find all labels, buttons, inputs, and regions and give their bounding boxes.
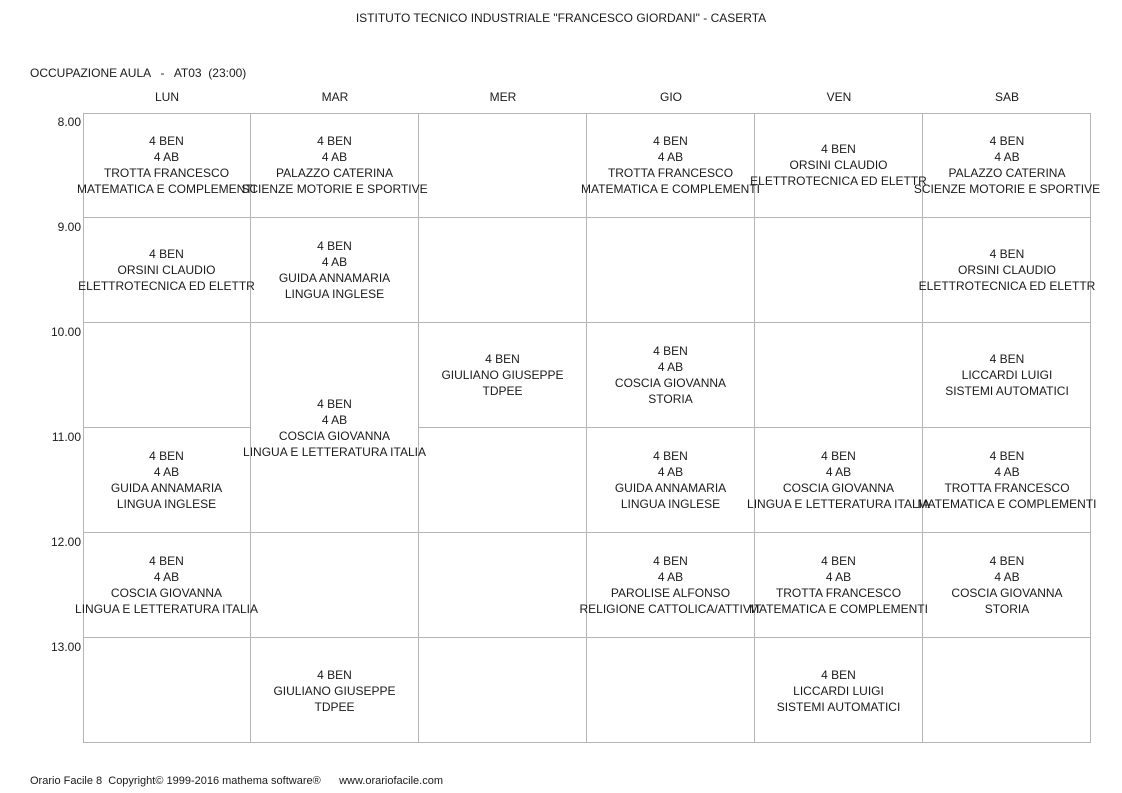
lesson-detail: GIULIANO GIUSEPPE [441, 368, 564, 382]
lesson-cell [750, 113, 927, 218]
empty-cell [587, 218, 755, 323]
lesson-detail: 4 AB [153, 465, 180, 479]
lesson-subject: LINGUA INGLESE [620, 497, 721, 511]
lesson-cell [749, 533, 928, 638]
lesson-class: 4 BEN [989, 247, 1025, 261]
lesson-class: 4 BEN [317, 239, 352, 253]
lesson-subject: MATEMATICA E COMPLEMENTI [77, 182, 256, 196]
lesson-subject: SISTEMI AUTOMATICI [776, 699, 901, 714]
lesson-class: 4 BEN [821, 667, 856, 682]
lesson-subject: TDPEE [482, 384, 523, 398]
room-occupancy-label: OCCUPAZIONE AULA - AT03 (23:00) [30, 66, 247, 80]
empty-cell [419, 428, 587, 533]
lesson-class: 4 BEN [485, 352, 520, 366]
lesson-detail: LICCARDI LUIGI [961, 368, 1053, 382]
lesson-cell [243, 323, 426, 533]
lesson-detail: TROTTA FRANCESCO [103, 166, 230, 180]
lesson-detail: 4 AB [994, 150, 1020, 164]
lesson-detail: GUIDA ANNAMARIA [278, 271, 391, 285]
lesson-class: 4 BEN [989, 554, 1025, 568]
lesson-detail: 4 AB [657, 360, 684, 374]
lesson-class: 4 BEN [989, 352, 1025, 366]
lesson-class: 4 BEN [149, 449, 184, 463]
lesson-subject: TDPEE [314, 699, 355, 714]
lesson-detail: COSCIA GIOVANNA [614, 376, 727, 390]
lesson-detail: ORSINI CLAUDIO [957, 263, 1056, 277]
day-header-sab: SAB [994, 90, 1019, 104]
lesson-class: 4 BEN [989, 134, 1025, 148]
lesson-cell [755, 638, 923, 743]
lesson-subject: SCIENZE MOTORIE E SPORTIVE [913, 182, 1101, 196]
lesson-subject: SCIENZE MOTORIE E SPORTIVE [241, 182, 428, 196]
lesson-detail: TROTTA FRANCESCO [775, 586, 902, 600]
lesson-detail: GIULIANO GIUSEPPE [273, 683, 396, 698]
lesson-cell [251, 218, 419, 323]
day-header-lun: LUN [154, 90, 179, 104]
time-label: 8.00 [57, 115, 81, 129]
lesson-cell [241, 113, 428, 218]
lesson-class: 4 BEN [653, 449, 688, 463]
lesson-class: 4 BEN [653, 554, 688, 568]
lesson-subject: STORIA [648, 392, 693, 406]
time-label: 9.00 [57, 220, 81, 234]
lesson-detail: COSCIA GIOVANNA [951, 586, 1063, 600]
lesson-detail: 4 AB [321, 150, 348, 164]
empty-cell [755, 323, 923, 428]
lesson-cell [581, 113, 760, 218]
lesson-cell [587, 323, 755, 428]
lesson-cell [923, 533, 1091, 638]
lesson-cell [918, 218, 1096, 323]
lesson-detail: 4 AB [321, 412, 348, 427]
lesson-cell [579, 533, 762, 638]
time-label: 12.00 [50, 535, 81, 549]
lesson-cell [75, 533, 258, 638]
lesson-detail: 4 AB [657, 570, 684, 584]
lesson-class: 4 BEN [317, 396, 352, 411]
lesson-subject: MATEMATICA E COMPLEMENTI [749, 602, 928, 616]
lesson-detail: 4 AB [994, 465, 1020, 479]
lesson-detail: GUIDA ANNAMARIA [614, 481, 727, 495]
lesson-cell [77, 113, 256, 218]
lesson-detail: 4 AB [825, 465, 852, 479]
lesson-cell [747, 428, 930, 533]
lesson-cell [251, 638, 419, 743]
lesson-subject: MATEMATICA E COMPLEMENTI [581, 182, 760, 196]
lesson-cell [587, 428, 755, 533]
lesson-class: 4 BEN [653, 134, 688, 148]
lesson-class: 4 BEN [821, 142, 856, 156]
lesson-detail: COSCIA GIOVANNA [110, 586, 223, 600]
day-header-mer: MER [489, 90, 517, 104]
lesson-detail: ORSINI CLAUDIO [117, 263, 216, 277]
empty-cell [83, 323, 251, 428]
lesson-cell [923, 323, 1091, 428]
lesson-detail: 4 AB [657, 150, 684, 164]
lesson-detail: TROTTA FRANCESCO [607, 166, 734, 180]
lesson-class: 4 BEN [149, 134, 184, 148]
empty-cell [83, 638, 251, 743]
lesson-detail: GUIDA ANNAMARIA [110, 481, 223, 495]
empty-cell [923, 638, 1091, 743]
lesson-subject: SISTEMI AUTOMATICI [945, 384, 1069, 398]
lesson-subject: LINGUA E LETTERATURA ITALIA [747, 497, 930, 511]
lesson-subject: MATEMATICA E COMPLEMENTI [917, 497, 1097, 511]
lesson-class: 4 BEN [821, 449, 856, 463]
lesson-subject: LINGUA E LETTERATURA ITALIA [243, 444, 426, 459]
lesson-class: 4 BEN [989, 449, 1025, 463]
school-title: ISTITUTO TECNICO INDUSTRIALE "FRANCESCO GIORDANI" - CASERTA [355, 11, 767, 25]
lesson-class: 4 BEN [317, 134, 352, 148]
empty-cell [587, 638, 755, 743]
lesson-subject: STORIA [984, 602, 1030, 616]
lesson-cell [78, 218, 255, 323]
footer-copyright: Orario Facile 8 Copyright© 1999-2016 mathema software® www.orariofacile.com [30, 775, 443, 787]
lesson-detail: LICCARDI LUIGI [793, 683, 884, 698]
lesson-subject: LINGUA INGLESE [116, 497, 217, 511]
day-header-gio: GIO [659, 90, 682, 104]
lesson-detail: 4 AB [994, 570, 1020, 584]
lesson-class: 4 BEN [317, 667, 352, 682]
lesson-cell [419, 323, 587, 428]
lesson-subject: LINGUA INGLESE [284, 287, 385, 301]
empty-cell [419, 533, 587, 638]
empty-cell [419, 638, 587, 743]
lesson-detail: ORSINI CLAUDIO [789, 158, 888, 172]
lesson-class: 4 BEN [653, 344, 688, 358]
lesson-detail: PALAZZO CATERINA [948, 166, 1066, 180]
lesson-cell [83, 428, 251, 533]
lesson-cell [917, 428, 1097, 533]
day-header-mar: MAR [321, 90, 349, 104]
lesson-detail: PAROLISE ALFONSO [610, 586, 731, 600]
time-label: 10.00 [50, 325, 81, 339]
lesson-detail: 4 AB [321, 255, 348, 269]
lesson-class: 4 BEN [149, 554, 184, 568]
lesson-detail: 4 AB [153, 570, 180, 584]
lesson-subject: ELETTROTECNICA ED ELETTR [78, 279, 255, 293]
lesson-detail: COSCIA GIOVANNA [278, 428, 391, 443]
lesson-detail: 4 AB [825, 570, 852, 584]
lesson-detail: 4 AB [657, 465, 684, 479]
lesson-subject: RELIGIONE CATTOLICA/ATTIVIT [579, 602, 762, 616]
lesson-class: 4 BEN [149, 247, 184, 261]
empty-cell [251, 533, 419, 638]
lesson-detail: COSCIA GIOVANNA [782, 481, 895, 495]
empty-cell [419, 113, 587, 218]
empty-cell [755, 218, 923, 323]
lesson-cell [913, 113, 1101, 218]
lesson-subject: ELETTROTECNICA ED ELETTR [750, 174, 927, 188]
day-header-ven: VEN [826, 90, 852, 104]
lesson-subject: ELETTROTECNICA ED ELETTR [918, 279, 1096, 293]
time-label: 13.00 [50, 640, 81, 654]
lesson-subject: LINGUA E LETTERATURA ITALIA [75, 602, 258, 616]
lesson-class: 4 BEN [821, 554, 856, 568]
time-label: 11.00 [51, 430, 81, 444]
lesson-detail: TROTTA FRANCESCO [944, 481, 1070, 495]
lesson-detail: 4 AB [153, 150, 180, 164]
empty-cell [419, 218, 587, 323]
lesson-detail: PALAZZO CATERINA [276, 166, 393, 180]
